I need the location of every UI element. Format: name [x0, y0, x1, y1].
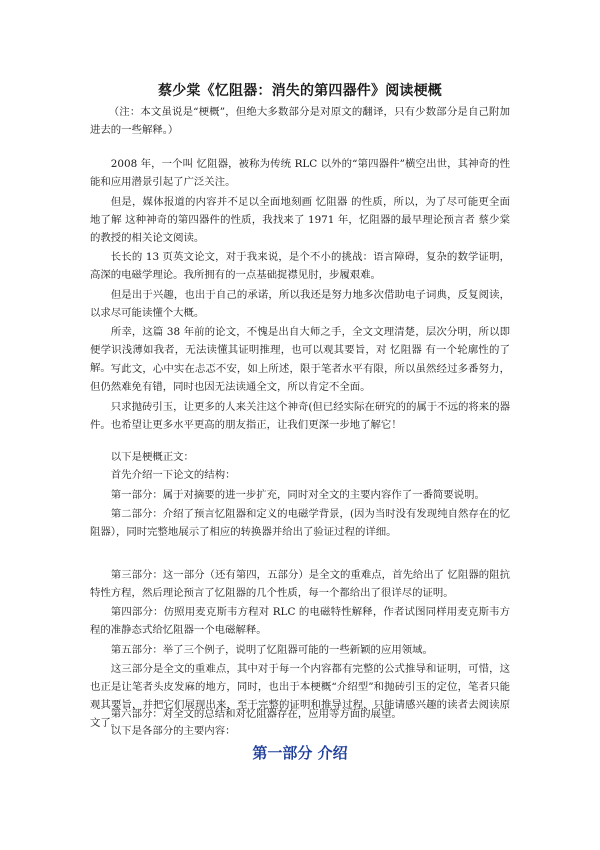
- page-title: 蔡少棠《忆阻器：消失的第四器件》阅读梗概: [158, 83, 442, 99]
- paragraph-part-five: 第五部分：举了三个例子，说明了忆阻器可能的一些新颖的应用领域。: [110, 644, 433, 656]
- paragraph-main-content: 以下是各部分的主要内容：: [110, 725, 236, 737]
- paragraph-difficulty: 这三部分是全文的重难点，其中对于每一个内容都有完整的公式推导和证明，可惜，这也正是让笔者头皮发麻的地方，同时，也出于本梗概“介绍型”和抛砖引玉的定位，笔者只能观其要旨，并把它们展现出来，至于完整的证明和推导过程，只能请感兴趣的读者去阅读原文了。: [90, 663, 510, 729]
- paragraph-structure-intro: 首先介绍一下论文的结构：: [110, 469, 236, 481]
- paragraph-uneasy: 写此文，心中实在忐忑不安，如上所述，限于笔者水平有限，所以虽然经过多番努力，但仍然难免有错，同时也因无法读通全文，所以肯定不全面。: [90, 363, 510, 393]
- paragraph-part-six: 第六部分：对全文的总结和对忆阻器存在，应用等方面的展望。: [110, 708, 402, 720]
- paragraph-part-one: 第一部分：属于对摘要的进一步扩充，同时对全文的主要内容作了一番简要说明。: [110, 489, 485, 501]
- paragraph-hope: 只求抛砖引玉，让更多的人来关注这个神奇(但已经实际在研究的的属于不远的将来的器件。也希望让更多水平更高的朋友指正，让我们更深一步地了解它！: [90, 401, 510, 431]
- paragraph-reason: 但是，媒体报道的内容并不足以全面地刻画 忆阻器 的性质，所以，为了尽可能更全面地了解 这种神奇的第四器件的性质，我找来了 1971 年，忆阻器的最早理论预言者 蔡少棠的教授的相关论文阅读。: [90, 196, 510, 244]
- paragraph-part-two: 第二部分：介绍了预言忆阻器和定义的电磁学背景，(因为当时没有发现纯自然存在的忆阻器），同时完整地展示了相应的转换器并给出了验证过程的详细。: [90, 508, 510, 538]
- paragraph-fortunately: 所幸，这篇 38 年前的论文，不愧是出自大师之手，全文文理清楚，层次分明，所以即便学识浅薄如我者，无法读懂其证明推理，也可以观其要旨，对 忆阻器 有一个轮廓性的了解。: [90, 326, 510, 374]
- note-paragraph: （注：本文虽说是“梗概”，但绝大多数部分是对原文的翻译，只有少数部分是自己附加进去的一些解释。）: [90, 106, 510, 136]
- section-heading: 第一部分 介绍: [252, 744, 348, 762]
- paragraph-part-four: 第四部分：仿照用麦克斯韦方程对 RLC 的电磁特性解释，作者试图同样用麦克斯韦方程的准静态式给忆阻器一个电磁解释。: [90, 606, 510, 636]
- paragraph-intro: 2008 年，一个叫 忆阻器，被称为传统 RLC 以外的“第四器件”横空出世，其神奇的性能和应用潜景引起了广泛关注。: [90, 158, 510, 188]
- paragraph-challenge: 长长的 13 页英文论文，对于我来说，是个不小的挑战：语言障碍，复杂的数学证明，高深的电磁学理论。我所拥有的一点基础捉襟见肘，步履艰难。: [90, 251, 510, 281]
- paragraph-effort: 但是出于兴趣，也出于自己的承诺，所以我还是努力地多次借助电子词典，反复阅读，以求尽可能读懂个大概。: [90, 289, 510, 319]
- paragraph-summary-intro: 以下是梗概正文：: [110, 451, 194, 463]
- paragraph-part-three: 第三部分：这一部分（还有第四，五部分）是全文的重难点，首先给出了 忆阻器的阻抗特性方程，然后理论预言了忆阻器的几个性质，每一个都给出了很详尽的证明。: [90, 569, 510, 599]
